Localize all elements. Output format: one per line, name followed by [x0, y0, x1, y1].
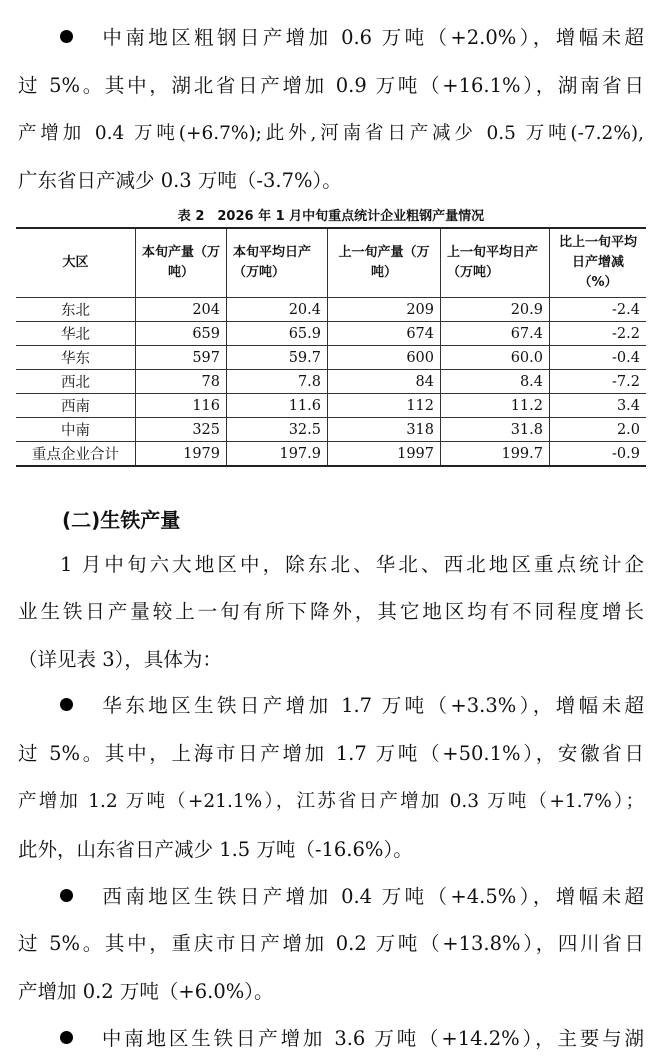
value-cell: -2.2: [550, 322, 647, 346]
text-line: 产增加 0.4 万吨(+6.7%);此外,河南省日产减少 0.5 万吨(-7.2%),: [18, 123, 644, 144]
table-row: [16, 370, 646, 394]
text-line: 业生铁日产量较上一旬有所下降外，其它地区均有不同程度增长: [18, 600, 644, 623]
text-line: 此外，山东省日产减少 1.5 万吨（-16.6%）。: [18, 838, 413, 861]
text: 西南地区生铁日产增加 0.4 万吨（+4.5%），增幅未超: [99, 885, 644, 908]
region-cell: 重点企业合计: [16, 442, 136, 467]
bullet-icon: [60, 698, 73, 711]
value-cell: 2.0: [550, 418, 647, 442]
text-line: 1 月中旬六大地区中，除东北、华北、西北地区重点统计企: [60, 553, 644, 576]
value-cell: 1979: [136, 442, 227, 467]
text-line: 广东省日产减少 0.3 万吨（-3.7%）。: [18, 169, 342, 192]
region-cell: 华北: [16, 322, 136, 346]
value-cell: 597: [136, 346, 227, 370]
table-row: [16, 346, 646, 370]
bullet-line: [60, 1026, 644, 1052]
col-header: 本旬产量（万吨）: [136, 228, 227, 298]
value-cell: 8.4: [441, 370, 550, 394]
bullet-icon: [60, 889, 73, 902]
text-line: （详见表 3），具体为：: [18, 648, 222, 671]
value-cell: 65.9: [227, 322, 328, 346]
value-cell: 325: [136, 418, 227, 442]
steel-output-table: [16, 227, 646, 467]
region-cell: 西北: [16, 370, 136, 394]
value-cell: 20.9: [441, 298, 550, 322]
table-caption: 表 2 2026 年 1 月中旬重点统计企业粗钢产量情况: [177, 209, 485, 224]
bullet-line: [60, 25, 644, 51]
region-cell: 东北: [16, 298, 136, 322]
region-cell: 西南: [16, 394, 136, 418]
section-heading: (二)生铁产量: [62, 508, 181, 532]
text-line: 过 5%。其中，重庆市日产增加 0.2 万吨（+13.8%），四川省日: [18, 932, 644, 955]
value-cell: 3.4: [550, 394, 647, 418]
value-cell: -0.9: [550, 442, 647, 467]
text: 中南地区生铁日产增加 3.6 万吨（+14.2%），主要与湖: [99, 1027, 644, 1050]
col-header: 上一旬平均日产（万吨）: [441, 228, 550, 298]
col-header: 比上一旬平均日产增减（%）: [550, 228, 647, 298]
value-cell: 209: [328, 298, 441, 322]
table-row: [16, 394, 646, 418]
value-cell: 20.4: [227, 298, 328, 322]
value-cell: 78: [136, 370, 227, 394]
text-line: 过 5%。其中，湖北省日产增加 0.9 万吨（+16.1%），湖南省日: [18, 74, 644, 97]
value-cell: 318: [328, 418, 441, 442]
region-cell: 中南: [16, 418, 136, 442]
col-header: 上一旬产量（万吨）: [328, 228, 441, 298]
value-cell: 204: [136, 298, 227, 322]
bullet-line: [60, 693, 644, 719]
value-cell: 60.0: [441, 346, 550, 370]
value-cell: 659: [136, 322, 227, 346]
bullet-icon: [60, 1031, 73, 1044]
text-line: 产增加 0.2 万吨（+6.0%）。: [18, 980, 274, 1003]
table-row: [16, 442, 646, 467]
bullet-icon: [60, 30, 73, 43]
value-cell: -2.4: [550, 298, 647, 322]
table-row: [16, 418, 646, 442]
value-cell: 11.2: [441, 394, 550, 418]
value-cell: 116: [136, 394, 227, 418]
col-header: 本旬平均日产（万吨）: [227, 228, 328, 298]
value-cell: 199.7: [441, 442, 550, 467]
value-cell: 11.6: [227, 394, 328, 418]
table-row: [16, 298, 646, 322]
value-cell: 67.4: [441, 322, 550, 346]
text: 华东地区生铁日产增加 1.7 万吨（+3.3%），增幅未超: [99, 694, 644, 717]
text: 中南地区粗钢日产增加 0.6 万吨（+2.0%），增幅未超: [99, 26, 644, 49]
value-cell: -0.4: [550, 346, 647, 370]
value-cell: 674: [328, 322, 441, 346]
value-cell: 59.7: [227, 346, 328, 370]
value-cell: -7.2: [550, 370, 647, 394]
value-cell: 84: [328, 370, 441, 394]
text-line: 产增加 1.2 万吨（+21.1%），江苏省日产增加 0.3 万吨（+1.7%）；: [18, 791, 644, 812]
value-cell: 1997: [328, 442, 441, 467]
bullet-line: [60, 884, 644, 910]
value-cell: 31.8: [441, 418, 550, 442]
value-cell: 197.9: [227, 442, 328, 467]
table-row: [16, 322, 646, 346]
table-header-row: [16, 228, 646, 298]
region-cell: 华东: [16, 346, 136, 370]
col-header: 大区: [16, 228, 136, 298]
value-cell: 32.5: [227, 418, 328, 442]
value-cell: 600: [328, 346, 441, 370]
value-cell: 7.8: [227, 370, 328, 394]
text-line: 过 5%。其中，上海市日产增加 1.7 万吨（+50.1%），安徽省日: [18, 742, 644, 765]
value-cell: 112: [328, 394, 441, 418]
